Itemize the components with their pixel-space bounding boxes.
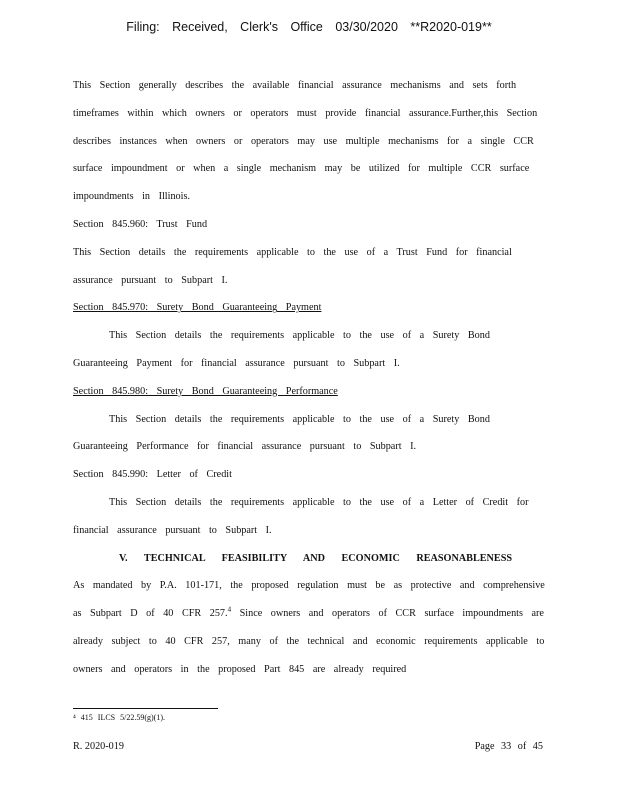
section-heading-letter-of-credit: Section 845.990: Letter of Credit bbox=[73, 469, 232, 481]
footnote-divider bbox=[73, 708, 218, 709]
footer-docket-number: R. 2020-019 bbox=[73, 741, 124, 752]
paragraph-part-1: As mandated by P.A. 101-171, the proposed regulation must be as protective and comprehensive as Subpart D of 40 CFR 257. bbox=[73, 580, 545, 620]
paragraph-part-2: Since owners and operators of CCR surface impoundments are already subject to 40 CFR 257, many of the technical and economic requirements applicable to owners and operators in the proposed Part 845 are already required bbox=[73, 608, 545, 675]
footnote-reference: 4 bbox=[227, 605, 232, 614]
paragraph-intro: This Section generally describes the available financial assurance mechanisms and sets forth timeframes within which owners or operators must provide financial assurance.Further,this Section describes instances when owners or operators may use multiple mechanisms for a single CCR surface impoundment or when a single mechanism may be utilized for multiple CCR surface impoundments in Illinois. bbox=[73, 80, 538, 203]
footer-page-number: Page 33 of 45 bbox=[474, 741, 543, 752]
section-heading-technical-feasibility: V. TECHNICAL FEASIBILITY AND ECONOMIC REASONABLENESS bbox=[118, 552, 513, 564]
paragraph-surety-performance: This Section details the requirements applicable to the use of a Surety Bond Guaranteeing Performance for financial assurance pursuant to Subpart I. bbox=[73, 413, 490, 453]
paragraph-letter-of-credit: This Section details the requirements applicable to the use of a Letter of Credit for financial assurance pursuant to Subpart I. bbox=[73, 496, 529, 536]
paragraph-surety-payment: This Section details the requirements applicable to the use of a Surety Bond Guaranteeing Payment for financial assurance pursuant to Subpart I. bbox=[73, 330, 490, 369]
footnote: ⁴ 415 ILCS 5/22.59(g)(1). bbox=[73, 713, 166, 722]
section-heading-surety-payment: Section 845.970: Surety Bond Guaranteeing Payment bbox=[73, 302, 322, 314]
section-heading-surety-performance: Section 845.980: Surety Bond Guaranteeing Performance bbox=[73, 385, 338, 397]
filing-header: Filing: Received, Clerk's Office 03/30/2020 **R2020-019** bbox=[126, 20, 492, 34]
section-heading-trust-fund: Section 845.960: Trust Fund bbox=[73, 218, 208, 230]
paragraph-technical-feasibility bbox=[73, 572, 548, 683]
document-body bbox=[73, 72, 548, 684]
paragraph-trust-fund: This Section details the requirements applicable to the use of a Trust Fund for financial assurance pursuant to Subpart I. bbox=[73, 246, 512, 286]
